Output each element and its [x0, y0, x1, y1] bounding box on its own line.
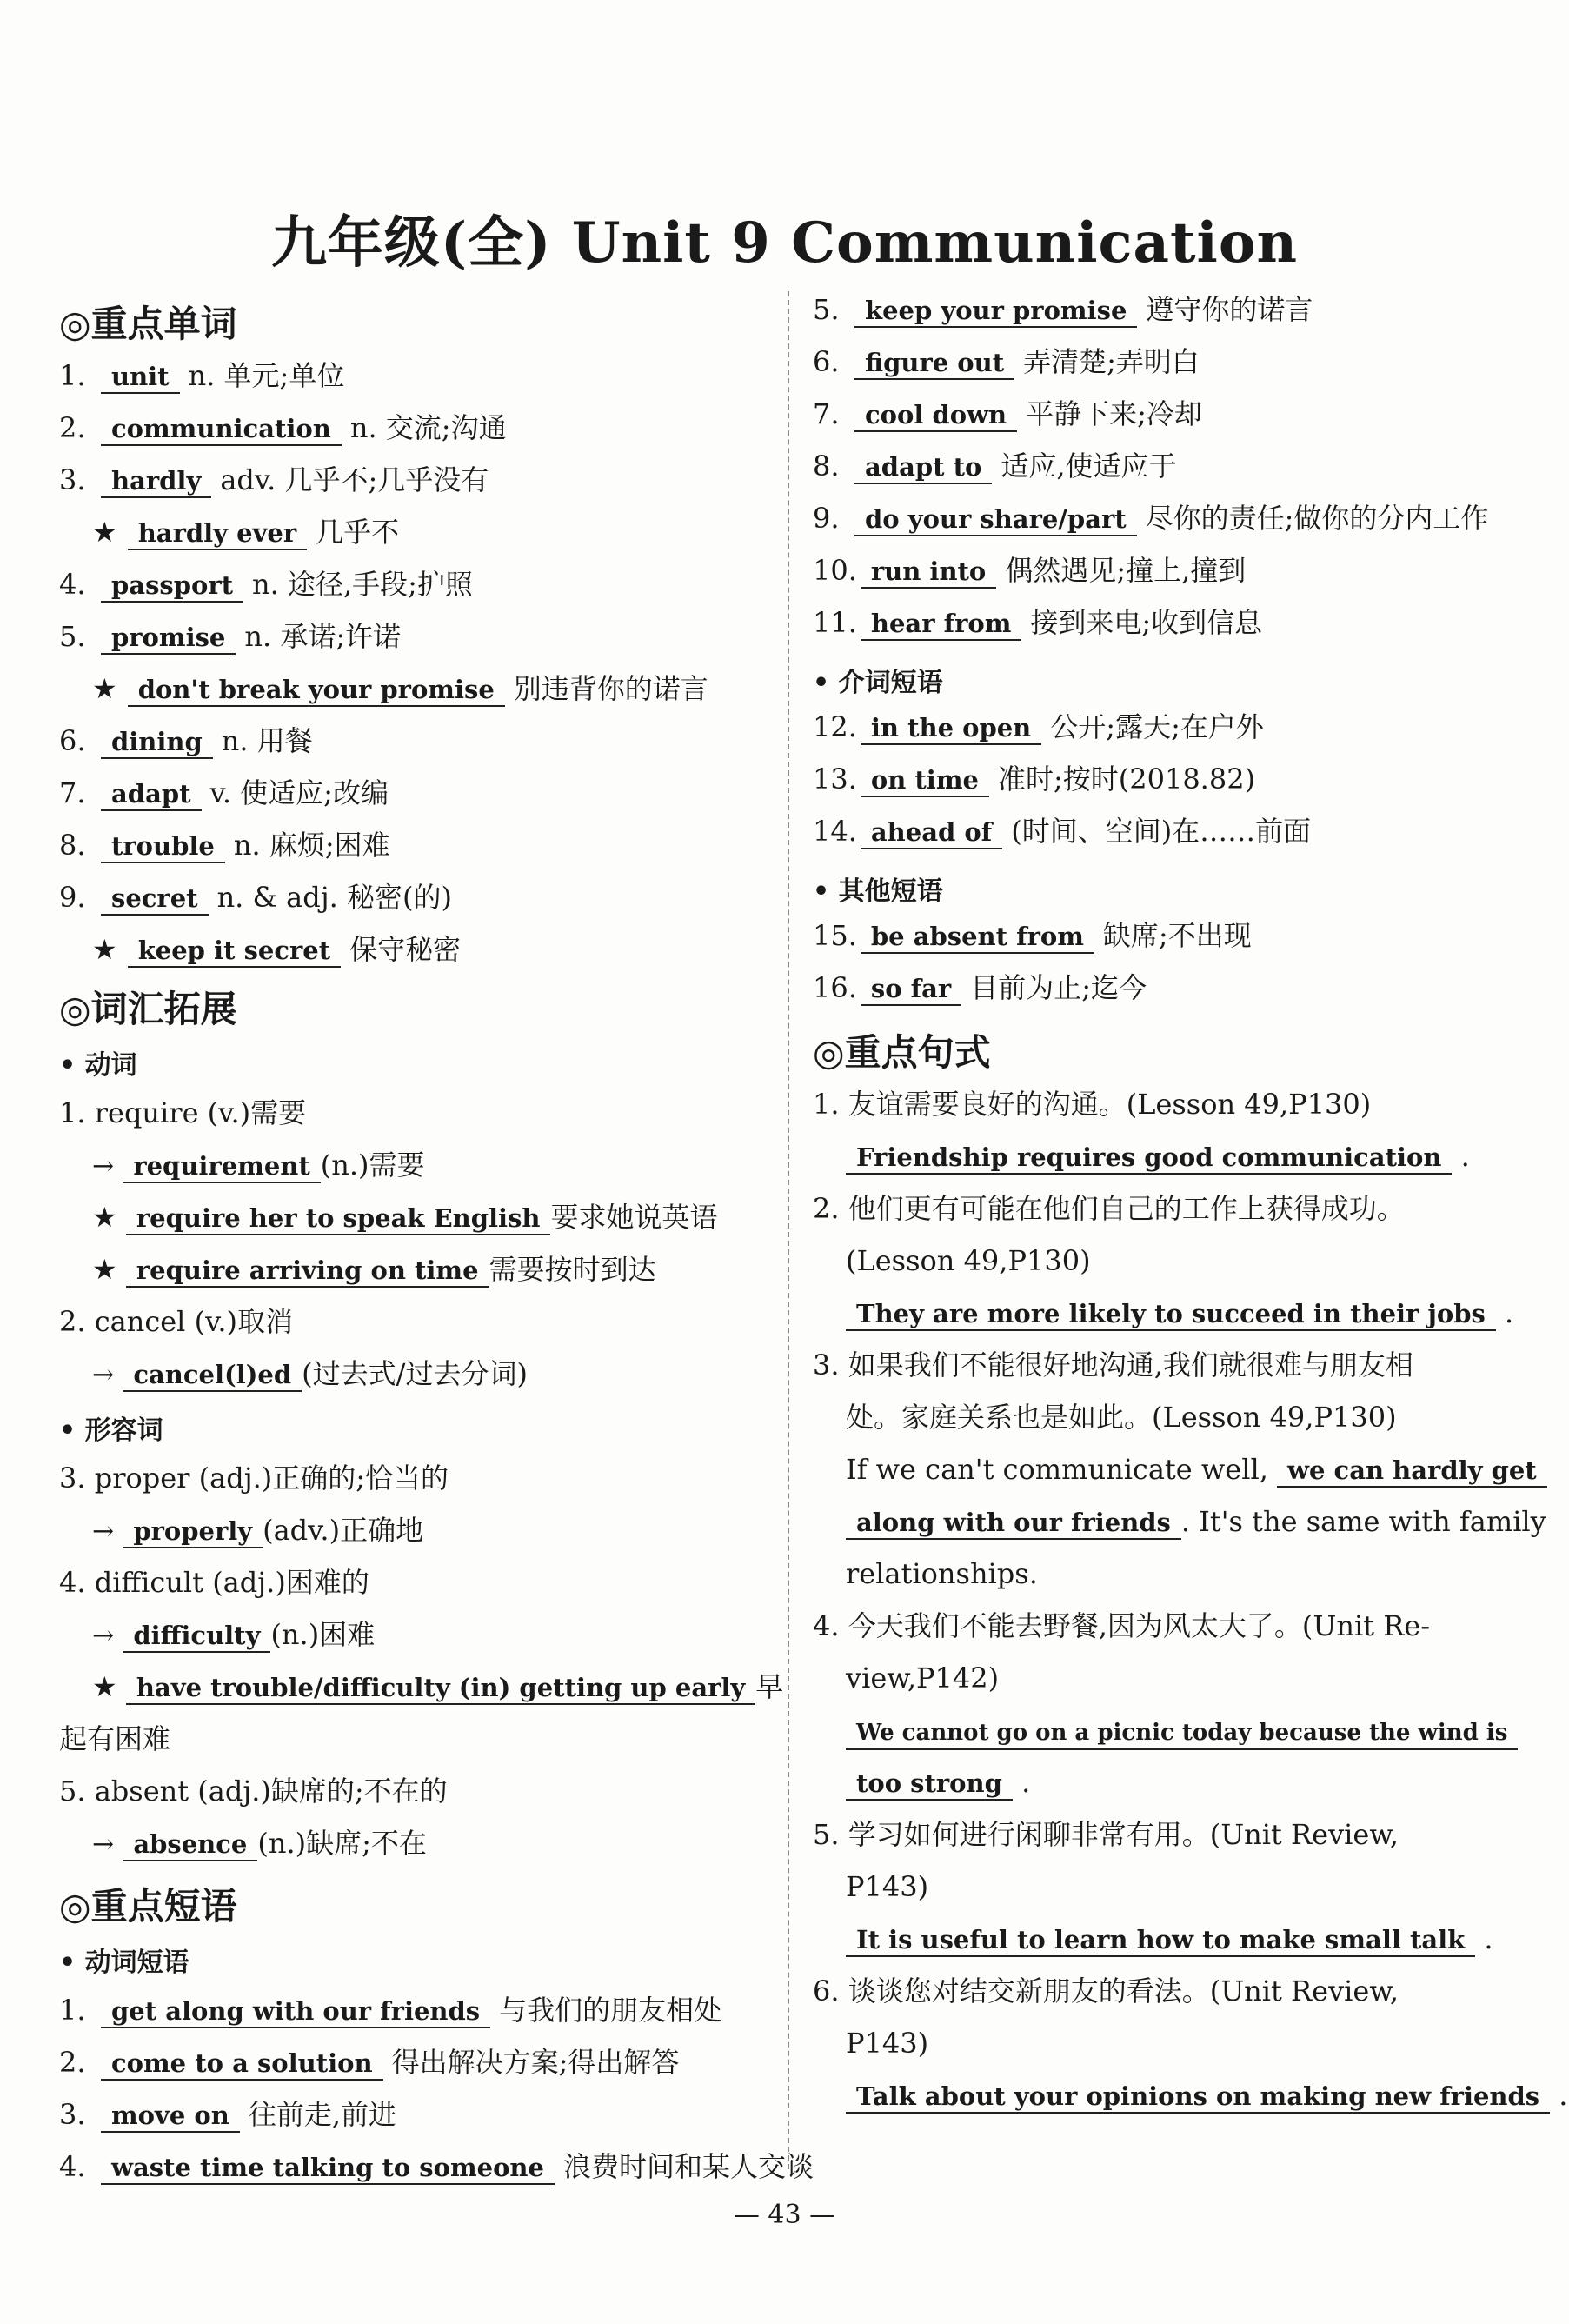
item-meaning: 准时;按时(2018.82)	[997, 762, 1256, 796]
item-meaning: n. 承诺;许诺	[244, 620, 402, 653]
section-key-sentences: ◎重点句式	[813, 1031, 991, 1074]
answer-blank: requirement	[123, 1150, 320, 1183]
item-meaning: 目前为止;迄今	[970, 971, 1147, 1004]
answer-blank: trouble	[101, 830, 225, 863]
answer-blank: cancel(l)ed	[123, 1359, 302, 1392]
item-meaning: 公开;露天;在户外	[1050, 710, 1264, 743]
item-number: 12.	[813, 710, 857, 743]
ext-meaning: (n.)缺席;不在	[257, 1827, 427, 1860]
answer-blank: do your share/part	[854, 503, 1137, 536]
list-item	[813, 343, 1200, 381]
sentence-prompt: 6. 谈谈您对结交新朋友的看法。(Unit Review,	[813, 1974, 1399, 2008]
answer-blank: cool down	[854, 399, 1017, 432]
item-meaning: 缺席;不出现	[1102, 919, 1252, 952]
list-item	[59, 565, 473, 603]
item-number: 1.	[59, 1994, 86, 2027]
ext-meaning: (n.)困难	[270, 1618, 376, 1651]
item-meaning: 往前走,前进	[248, 2098, 397, 2131]
list-item	[59, 774, 389, 812]
sentence-prompt: 2. 他们更有可能在他们自己的工作上获得成功。	[813, 1192, 1405, 1225]
item-number: 3.	[59, 463, 86, 496]
ext-meaning: (adv.)正确地	[263, 1514, 424, 1547]
item-number: 13.	[813, 762, 857, 796]
list-item	[813, 812, 1311, 850]
sentence-text: If we can't communicate well,	[846, 1453, 1268, 1486]
section-key-words: ◎重点单词	[59, 303, 237, 345]
answer-blank: require arriving on time	[126, 1255, 489, 1288]
ext-line: → absence (n.)缺席;不在	[92, 1827, 427, 1860]
answer-blank: require her to speak English	[126, 1202, 551, 1235]
sentence-prompt: P143)	[846, 1870, 929, 1903]
ext-line: → difficulty (n.)困难	[92, 1618, 376, 1651]
answer-blank: unit	[101, 361, 180, 394]
item-number: 2.	[59, 2046, 86, 2079]
ext-line: 起有困难	[59, 1722, 171, 1755]
star-icon: ★	[92, 516, 117, 549]
sentence-answer	[846, 1711, 1518, 1750]
list-item	[59, 617, 401, 656]
section-key-phrases: ◎重点短语	[59, 1885, 237, 1928]
answer-blank: in the open	[861, 712, 1041, 745]
item-number: 7.	[813, 397, 840, 430]
answer-blank: keep it secret	[128, 935, 341, 968]
ext-meaning: 需要按时到达	[489, 1253, 656, 1286]
answer-blank: hear from	[861, 608, 1021, 641]
item-meaning: n. & adj. 秘密(的)	[216, 881, 452, 914]
subhead-prep-phrases: • 介词短语	[813, 668, 943, 698]
ext-meaning: (n.)需要	[320, 1149, 425, 1182]
star-icon: ★	[92, 672, 117, 705]
answer-blank: don't break your promise	[128, 674, 505, 707]
list-item	[59, 409, 507, 447]
answer-blank: properly	[123, 1515, 263, 1548]
list-item	[813, 499, 1488, 537]
item-meaning: v. 使适应;改编	[209, 776, 389, 809]
answer-blank: secret	[101, 882, 209, 916]
item-number: 10.	[813, 554, 857, 587]
item-meaning: (时间、空间)在……前面	[1011, 815, 1312, 848]
answer-blank: along with our friends	[846, 1507, 1181, 1540]
list-item	[813, 916, 1252, 955]
page-title: 九年级(全) Unit 9 Communication	[270, 210, 1299, 276]
answer-blank: They are more likely to succeed in their jobs	[846, 1298, 1496, 1331]
list-item	[813, 603, 1262, 642]
item-number: 2.	[59, 411, 86, 444]
sentence-text: . It's the same with family	[1180, 1505, 1546, 1538]
sentence-answer	[846, 1450, 1547, 1488]
ext-line: ★ require arriving on time 需要按时到达	[92, 1253, 656, 1286]
list-item	[813, 551, 1246, 589]
item-meaning: 适应,使适应于	[1001, 449, 1177, 483]
ext-line: → properly (adv.)正确地	[92, 1514, 424, 1547]
sentence-text: relationships.	[846, 1557, 1038, 1590]
list-item	[813, 760, 1255, 798]
subhead-other-phrases: • 其他短语	[813, 876, 943, 907]
ext-line: 5. absent (adj.)缺席的;不在的	[59, 1775, 448, 1808]
sentence-prompt: 5. 学习如何进行闲聊非常有用。(Unit Review,	[813, 1818, 1399, 1851]
answer-blank: We cannot go on a picnic today because the wind is	[846, 1717, 1518, 1750]
item-number: 5.	[813, 293, 840, 326]
list-item	[813, 969, 1147, 1007]
sentence-answer: Friendship requires good communication .	[846, 1137, 1470, 1175]
answer-blank: waste time talking to someone	[101, 2152, 555, 2185]
answer-blank: Friendship requires good communication	[846, 1142, 1452, 1175]
item-meaning: 保守秘密	[349, 933, 462, 966]
ext-line: ★ require her to speak English 要求她说英语	[92, 1201, 718, 1234]
answer-blank: passport	[101, 569, 243, 603]
section-vocab-ext: ◎词汇拓展	[59, 988, 237, 1030]
answer-blank: hardly	[101, 465, 211, 498]
list-item	[59, 2095, 396, 2134]
item-number: 1.	[59, 359, 86, 392]
answer-blank: on time	[861, 764, 989, 797]
item-number: 6.	[59, 724, 86, 757]
item-number: 7.	[59, 776, 86, 809]
item-meaning: n. 单元;单位	[188, 359, 345, 392]
ext-line: → cancel(l)ed (过去式/过去分词)	[92, 1357, 528, 1390]
answer-blank: run into	[861, 556, 996, 589]
item-meaning: 接到来电;收到信息	[1030, 606, 1263, 639]
item-number: 5.	[59, 620, 86, 653]
list-item	[59, 2043, 679, 2081]
item-meaning: 弄清楚;弄明白	[1023, 345, 1200, 378]
answer-blank: figure out	[854, 347, 1014, 380]
item-meaning: n. 途径,手段;护照	[252, 568, 473, 601]
answer-blank: adapt	[101, 778, 202, 811]
item-number: 9.	[59, 881, 86, 914]
answer-blank: get along with our friends	[101, 1995, 490, 2028]
list-item	[59, 826, 390, 864]
sentence-prompt: view,P142)	[846, 1661, 1000, 1695]
answer-blank: dining	[101, 726, 213, 759]
item-number: 3.	[59, 2098, 86, 2131]
item-meaning: 遵守你的诺言	[1146, 293, 1313, 326]
sentence-answer: They are more likely to succeed in their jobs .	[846, 1294, 1513, 1332]
column-divider	[788, 291, 789, 2169]
item-meaning: 浪费时间和某人交谈	[562, 2150, 814, 2183]
item-meaning: n. 麻烦;困难	[233, 829, 390, 862]
answer-blank: It is useful to learn how to make small talk	[846, 1924, 1475, 1957]
item-meaning: 别违背你的诺言	[513, 672, 708, 705]
list-item	[813, 395, 1202, 433]
answer-blank: keep your promise	[854, 295, 1137, 328]
answer-blank: promise	[101, 622, 236, 655]
answer-blank: come to a solution	[101, 2048, 383, 2081]
item-number: 4.	[59, 568, 86, 601]
sentence-prompt: 4. 今天我们不能去野餐,因为风太大了。(Unit Re-	[813, 1609, 1431, 1642]
answer-blank: move on	[101, 2100, 240, 2133]
item-meaning: n. 交流;沟通	[349, 411, 507, 444]
sentence-prompt: 1. 友谊需要良好的沟通。(Lesson 49,P130)	[813, 1088, 1372, 1121]
list-item	[813, 290, 1313, 329]
page-number: — 43 —	[733, 2200, 836, 2230]
list-item	[59, 878, 452, 916]
list-item	[59, 722, 313, 760]
list-item	[92, 513, 399, 551]
list-item	[59, 2148, 814, 2186]
ext-meaning: 要求她说英语	[550, 1201, 718, 1234]
list-item	[92, 930, 461, 969]
item-number: 9.	[813, 502, 840, 535]
subhead-verb-phrases: • 动词短语	[59, 1948, 189, 1978]
ext-meaning: 早	[755, 1670, 784, 1703]
item-number: 14.	[813, 815, 857, 848]
item-number: 8.	[59, 829, 86, 862]
answer-blank: too strong	[846, 1768, 1013, 1801]
answer-blank: be absent from	[861, 921, 1094, 954]
item-number: 16.	[813, 971, 857, 1004]
ext-line: ★ have trouble/difficulty (in) getting up early 早	[92, 1670, 784, 1703]
list-item	[813, 447, 1177, 485]
list-item	[92, 669, 708, 708]
subhead-adjective: • 形容词	[59, 1415, 163, 1446]
answer-blank: Talk about your opinions on making new friends	[846, 2081, 1550, 2114]
sentence-answer	[846, 1502, 1546, 1541]
answer-blank: difficulty	[123, 1620, 270, 1653]
sentence-prompt: (Lesson 49,P130)	[846, 1244, 1091, 1277]
item-number: 4.	[59, 2150, 86, 2183]
list-item	[59, 461, 489, 499]
item-meaning: 得出解决方案;得出解答	[391, 2046, 680, 2079]
item-meaning: 与我们的朋友相处	[499, 1994, 722, 2027]
star-icon: ★	[92, 933, 117, 966]
answer-blank: communication	[101, 413, 342, 446]
sentence-prompt: 处。家庭关系也是如此。(Lesson 49,P130)	[846, 1401, 1397, 1434]
item-meaning: 几乎不	[316, 516, 400, 549]
subhead-verb: • 动词	[59, 1050, 137, 1081]
answer-blank: hardly ever	[128, 517, 307, 550]
ext-line: → requirement (n.)需要	[92, 1149, 425, 1182]
ext-line: 2. cancel (v.)取消	[59, 1305, 294, 1338]
answer-blank: so far	[861, 973, 961, 1006]
list-item	[813, 708, 1264, 746]
item-number: 8.	[813, 449, 840, 483]
answer-blank: absence	[123, 1828, 257, 1861]
item-meaning: adv. 几乎不;几乎没有	[220, 463, 489, 496]
item-number: 6.	[813, 345, 840, 378]
item-number: 15.	[813, 919, 857, 952]
item-meaning: n. 用餐	[221, 724, 313, 757]
ext-meaning: (过去式/过去分词)	[302, 1357, 528, 1390]
item-number: 11.	[813, 606, 857, 639]
list-item	[59, 356, 344, 395]
sentence-answer: Talk about your opinions on making new friends .	[846, 2076, 1567, 2114]
sentence-answer: too strong .	[846, 1763, 1030, 1801]
item-meaning: 平静下来;冷却	[1026, 397, 1202, 430]
ext-line: 4. difficult (adj.)困难的	[59, 1566, 369, 1599]
answer-blank: have trouble/difficulty (in) getting up early	[126, 1672, 755, 1705]
item-meaning: 偶然遇见;撞上,撞到	[1005, 554, 1247, 587]
sentence-prompt: 3. 如果我们不能很好地沟通,我们就很难与朋友相	[813, 1348, 1413, 1382]
answer-blank: adapt to	[854, 451, 992, 484]
answer-blank: ahead of	[861, 816, 1002, 849]
ext-line: 1. require (v.)需要	[59, 1096, 307, 1129]
list-item	[59, 1991, 721, 2029]
answer-blank: we can hardly get	[1277, 1455, 1547, 1488]
item-meaning: 尽你的责任;做你的分内工作	[1145, 502, 1489, 535]
sentence-prompt: P143)	[846, 2027, 929, 2060]
sentence-answer: It is useful to learn how to make small talk .	[846, 1920, 1493, 1958]
ext-line: 3. proper (adj.)正确的;恰当的	[59, 1462, 449, 1495]
